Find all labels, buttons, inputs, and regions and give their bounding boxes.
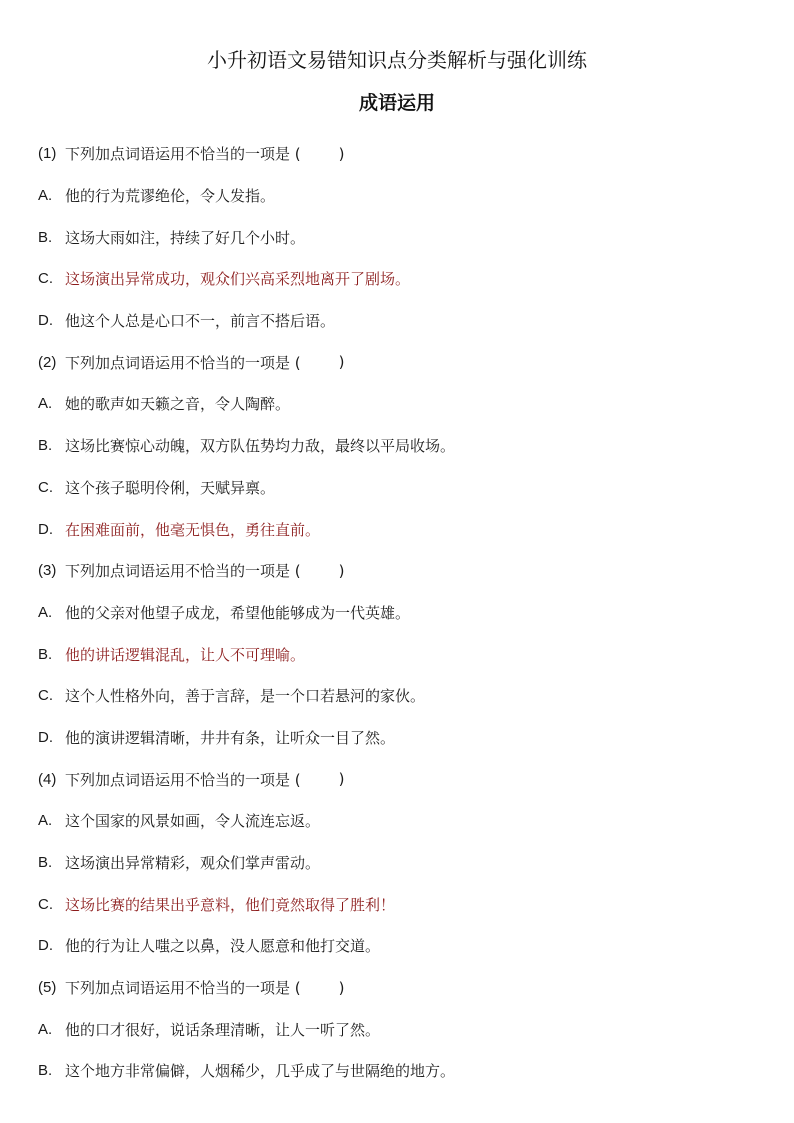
option-item [38,842,758,884]
option-text: 他的口才很好，说话条理清晰，让人一听了然。 [65,1020,381,1039]
option-label: C. [38,687,53,705]
option-label: C. [38,895,53,913]
option-label: A. [38,1020,53,1038]
question-number: (2) [38,353,57,371]
option-text: 在困难面前，他毫无惧色，勇往直前。 [65,520,321,539]
option-label: B. [38,854,53,872]
option-text: 这场演出异常成功，观众们兴高采烈地离开了剧场。 [65,270,411,289]
question-text: 下列加点词语运用不恰当的一项是 ( [65,353,301,372]
question-stem [38,967,758,1009]
option-item [38,383,758,425]
option-label: D. [38,937,53,955]
closing-paren: ) [338,353,345,372]
option-label: B. [38,228,53,246]
question-number: (3) [38,562,57,580]
option-item [38,1008,758,1050]
question-list [38,133,758,1092]
option-item [38,425,758,467]
question-stem [38,758,758,800]
option-item [38,592,758,634]
option-item [38,216,758,258]
option-item [38,800,758,842]
option-text: 她的歌声如天籁之音，令人陶醉。 [65,395,291,414]
option-label: A. [38,395,53,413]
option-item [38,300,758,342]
document-title: 小升初语文易错知识点分类解析与强化训练 [207,48,587,72]
option-label: B. [38,1062,53,1080]
option-text: 这个人性格外向，善于言辞，是一个口若悬河的家伙。 [65,687,426,706]
closing-paren: ) [338,978,345,997]
option-label: A. [38,187,53,205]
option-text: 这场大雨如注，持续了好几个小时。 [65,228,306,247]
option-text: 这场比赛惊心动魄，双方队伍势均力敌，最终以平局收场。 [65,437,456,456]
option-text: 这场演出异常精彩，观众们掌声雷动。 [65,854,321,873]
option-item [38,1050,758,1092]
option-text: 这个孩子聪明伶俐，天赋异禀。 [65,478,276,497]
section-heading: 成语运用 [358,92,435,114]
option-label: C. [38,270,53,288]
option-item [38,467,758,509]
option-item [38,175,758,217]
option-label: D. [38,728,53,746]
question-text: 下列加点词语运用不恰当的一项是 ( [65,770,301,789]
option-text: 这个国家的风景如画，令人流连忘返。 [65,812,321,831]
option-text: 他的父亲对他望子成龙，希望他能够成为一代英雄。 [65,603,411,622]
option-text: 这场比赛的结果出乎意料，他们竟然取得了胜利！ [65,895,396,914]
option-label: A. [38,603,53,621]
option-label: A. [38,812,53,830]
question-number: (1) [38,145,57,163]
question-number: (5) [38,979,57,997]
option-label: C. [38,478,53,496]
answer-option [38,258,758,300]
question-text: 下列加点词语运用不恰当的一项是 ( [65,562,301,581]
option-text: 他这个人总是心口不一，前言不搭后语。 [65,312,336,331]
closing-paren: ) [338,561,345,580]
answer-option [38,883,758,925]
option-item [38,717,758,759]
option-text: 他的行为让人嗤之以鼻，没人愿意和他打交道。 [65,937,381,956]
question-number: (4) [38,770,57,788]
option-item [38,925,758,967]
closing-paren: ) [338,770,345,789]
option-label: D. [38,312,53,330]
option-text: 他的演讲逻辑清晰，井井有条，让听众一目了然。 [65,728,396,747]
question-stem [38,133,758,175]
question-text: 下列加点词语运用不恰当的一项是 ( [65,979,301,998]
option-label: B. [38,645,53,663]
question-stem [38,341,758,383]
option-text: 他的讲话逻辑混乱，让人不可理喻。 [65,645,306,664]
answer-option [38,633,758,675]
answer-option [38,508,758,550]
option-label: B. [38,437,53,455]
closing-paren: ) [338,144,345,163]
question-text: 下列加点词语运用不恰当的一项是 ( [65,145,301,164]
option-label: D. [38,520,53,538]
option-item [38,675,758,717]
option-text: 这个地方非常偏僻，人烟稀少，几乎成了与世隔绝的地方。 [65,1062,456,1081]
option-text: 他的行为荒谬绝伦，令人发指。 [65,187,276,206]
question-stem [38,550,758,592]
